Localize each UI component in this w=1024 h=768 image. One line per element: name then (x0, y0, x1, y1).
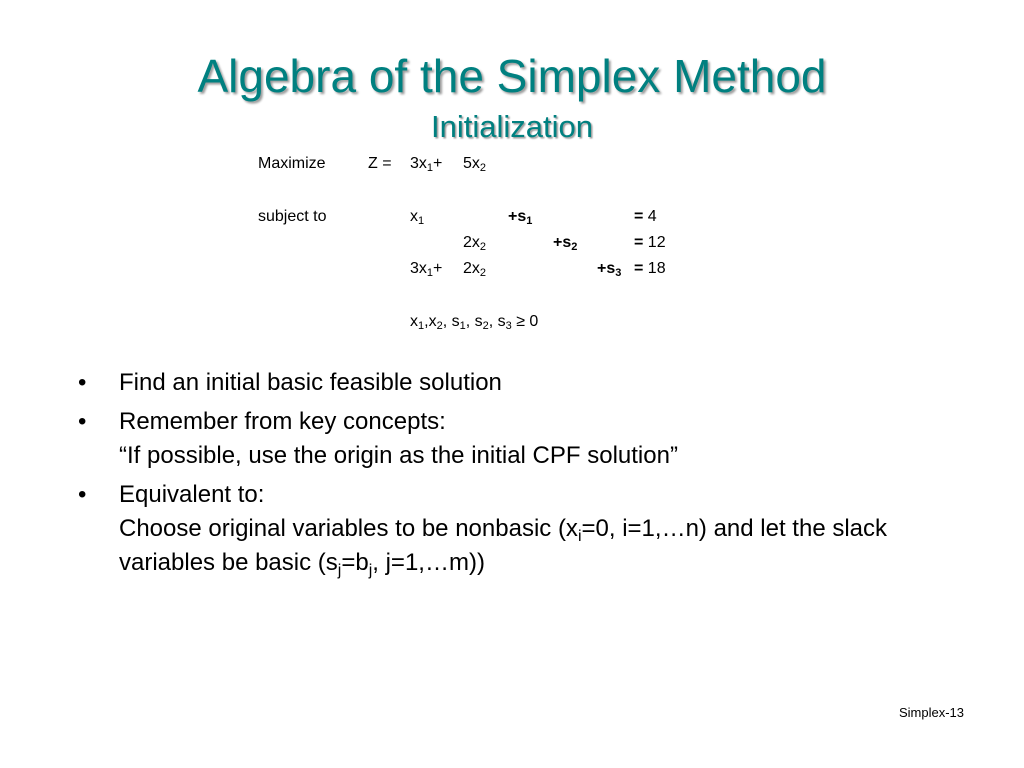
bullet-text: Find an initial basic feasible solution (119, 369, 502, 396)
c3-x1: $3x_1+$ (410, 260, 443, 279)
bullet-item (78, 405, 979, 473)
objective-term-1: $3x_1+$ (410, 155, 443, 174)
c3-rhs: = 18 (634, 260, 666, 277)
subject-to-label: subject to (258, 208, 327, 225)
bullet-item (78, 478, 979, 580)
bullet-text: Remember from key concepts: (119, 408, 446, 435)
slide-title: Algebra of the Simplex Method (197, 50, 827, 102)
c2-x2: $2x_2$ (463, 234, 487, 253)
bullet-list (78, 366, 979, 585)
bullet-detail: Choose original variables to be nonbasic ($x_i=0$, i=1,…n) and let the slack variables be basic ($s_j=b_j$, j=1,…m)) (119, 515, 888, 579)
c2-rhs: = 12 (634, 234, 666, 251)
c1-x1: $x_1$ (410, 208, 425, 227)
c2-slack: $+s_2$ (553, 234, 578, 253)
slide-subtitle: Initialization (431, 109, 593, 144)
bullet-item (78, 366, 979, 400)
bullet-quote: “If possible, use the origin as the initial CPF solution” (119, 442, 678, 469)
c1-rhs: = 4 (634, 208, 657, 225)
c3-x2: $2x_2$ (463, 260, 487, 279)
c1-slack: $+s_1$ (508, 208, 533, 227)
objective-term-2: $5x_2$ (463, 155, 487, 174)
slide-number: Simplex-13 (898, 705, 964, 720)
bullet-marker: • (78, 481, 87, 508)
bullet-text: Equivalent to: (119, 481, 265, 508)
maximize-label: Maximize (258, 155, 326, 172)
nonnegativity-constraint: $x_1,x_2$, $s_1$, $s_2$, $s_3 \ge 0$ (410, 313, 539, 332)
bullet-marker: • (78, 369, 87, 396)
c3-slack: $+s_3$ (597, 260, 622, 279)
objective-lhs: Z = (368, 155, 392, 172)
bullet-marker: • (78, 408, 87, 435)
